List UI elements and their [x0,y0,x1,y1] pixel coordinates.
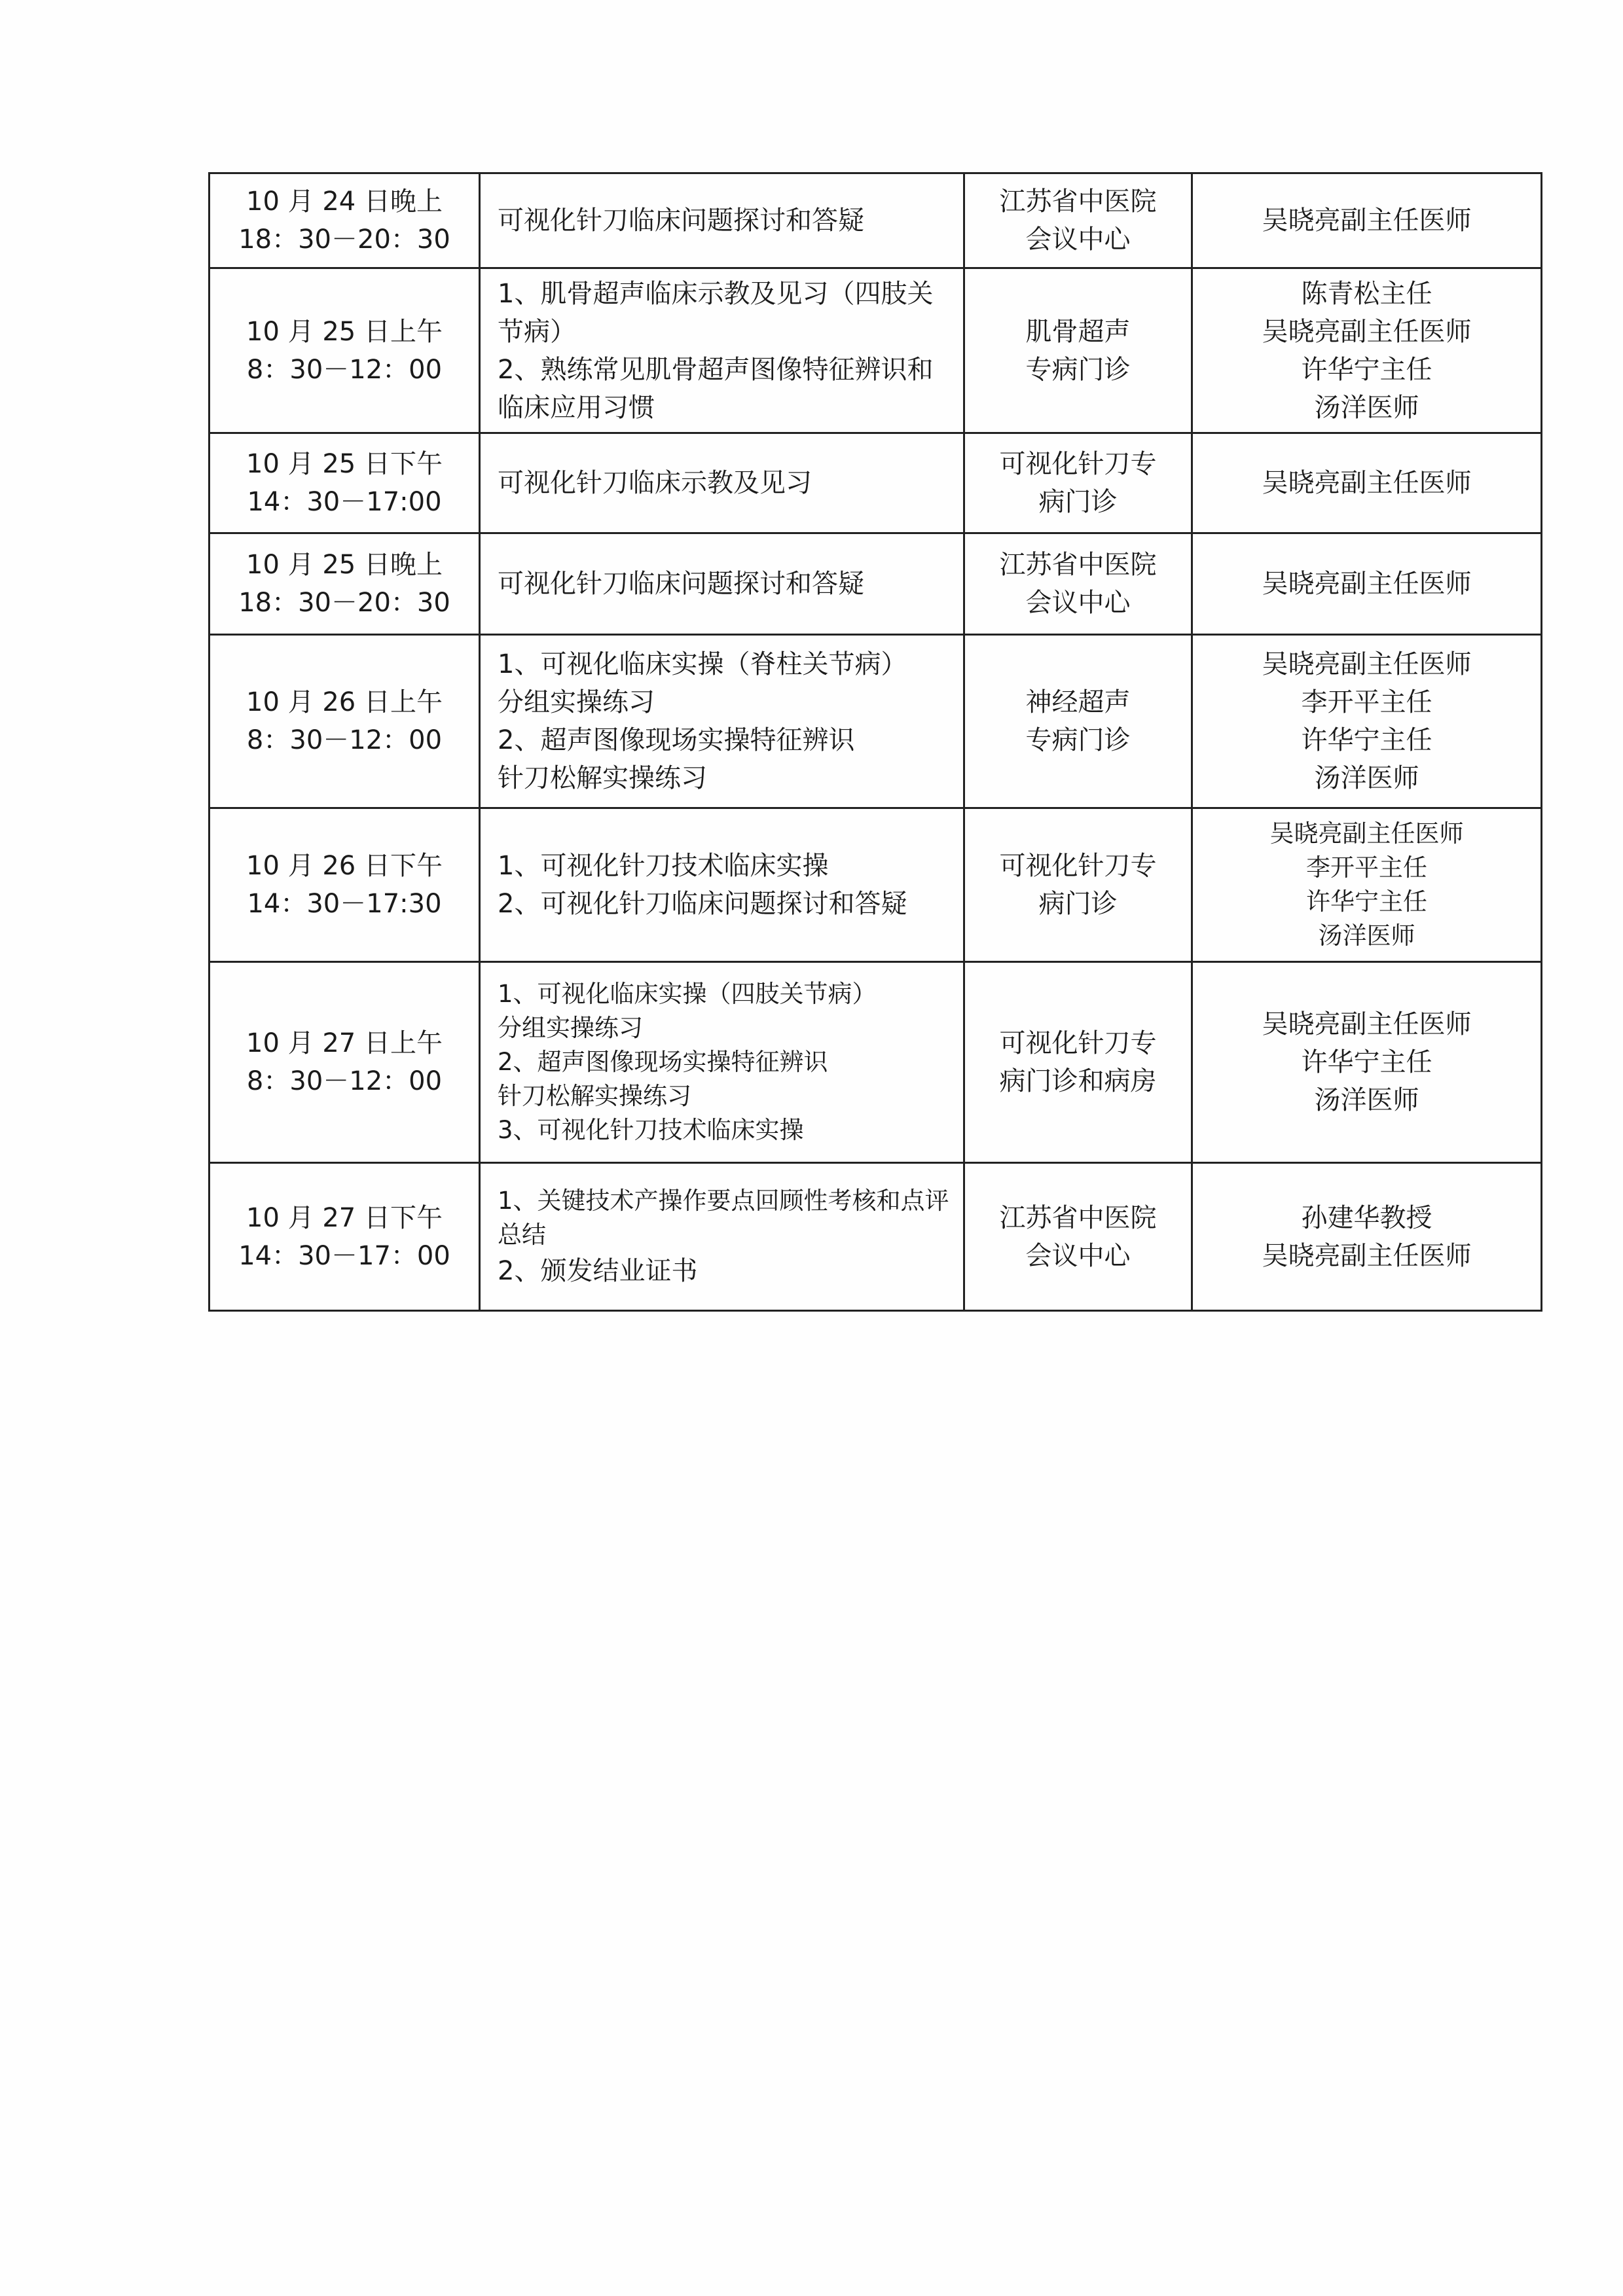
content-cell [480,635,964,808]
time-line: 14：30－17:30 [247,889,442,919]
time-line: 10 月 25 日上午 [246,316,443,347]
table-row [210,808,1542,962]
location-line: 可视化针刀专 [999,851,1157,881]
time-cell [210,962,480,1163]
time-line: 8：30－12：00 [246,1066,443,1096]
table-row [210,533,1542,635]
staff-line: 吴晓亮副主任医师 [1262,1009,1472,1039]
time-cell [210,268,480,433]
table-row [210,635,1542,808]
staff-cell [1192,635,1542,808]
table-row [210,433,1542,533]
location-line: 病门诊和病房 [999,1066,1157,1096]
content-line: 1、可视化临床实操（脊柱关节病） [498,649,907,679]
content-line: 2、熟练常见肌骨超声图像特征辨识和临床应用习惯 [498,354,934,423]
content-line: 2、超声图像现场实操特征辨识 [498,725,855,755]
location-cell [964,962,1192,1163]
staff-line: 吴晓亮副主任医师 [1262,649,1472,679]
staff-line: 许华宁主任 [1301,725,1432,755]
location-line: 会议中心 [1025,1240,1131,1271]
time-line: 8：30－12：00 [246,354,443,385]
content-line: 针刀松解实操练习 [498,763,707,793]
content-line: 3、可视化针刀技术临床实操 [498,1116,804,1144]
location-line: 肌骨超声 [1025,316,1131,347]
table-row [210,962,1542,1163]
content-line: 2、超声图像现场实操特征辨识 [498,1048,828,1076]
time-line: 8：30－12：00 [246,725,443,755]
location-cell [964,1163,1192,1311]
location-cell [964,808,1192,962]
time-cell [210,635,480,808]
location-line: 会议中心 [1025,588,1131,618]
time-line: 10 月 27 日下午 [246,1202,443,1233]
staff-line: 吴晓亮副主任医师 [1262,316,1472,347]
content-cell [480,533,964,635]
location-line: 神经超声 [1025,687,1131,717]
staff-line: 许华宁主任 [1301,354,1432,385]
location-line: 江苏省中医院 [999,550,1157,580]
location-cell [964,268,1192,433]
staff-cell [1192,173,1542,268]
staff-line: 吴晓亮副主任医师 [1262,1240,1472,1271]
location-line: 专病门诊 [1025,354,1131,385]
staff-line: 许华宁主任 [1306,888,1427,916]
content-line: 可视化针刀临床问题探讨和答疑 [498,569,864,599]
time-cell [210,1163,480,1311]
content-line: 可视化针刀临床示教及见习 [498,468,812,498]
content-cell [480,433,964,533]
staff-line: 汤洋医师 [1318,922,1415,950]
time-cell [210,533,480,635]
location-cell [964,533,1192,635]
content-cell [480,173,964,268]
schedule-body [210,173,1542,1311]
staff-line: 孙建华教授 [1301,1202,1432,1233]
content-cell [480,268,964,433]
location-line: 江苏省中医院 [999,1202,1157,1233]
staff-cell [1192,962,1542,1163]
time-line: 18：30－20：30 [238,224,450,255]
content-line: 分组实操练习 [498,1014,643,1042]
staff-line: 李开平主任 [1306,853,1427,882]
content-line: 1、关键技术产操作要点回顾性考核和点评总结 [498,1186,949,1249]
time-line: 18：30－20：30 [238,588,450,618]
location-line: 病门诊 [1038,889,1118,919]
time-cell [210,808,480,962]
staff-line: 吴晓亮副主任医师 [1269,819,1464,848]
location-line: 江苏省中医院 [999,187,1157,217]
location-line: 会议中心 [1025,224,1131,255]
content-line: 可视化针刀临床问题探讨和答疑 [498,206,864,236]
staff-cell [1192,268,1542,433]
staff-line: 汤洋医师 [1314,763,1419,793]
location-line: 可视化针刀专 [999,449,1157,479]
staff-line: 吴晓亮副主任医师 [1262,569,1472,599]
staff-line: 汤洋医师 [1314,392,1419,423]
staff-cell [1192,433,1542,533]
staff-line: 吴晓亮副主任医师 [1262,468,1472,498]
staff-line: 陈青松主任 [1301,278,1432,309]
location-cell [964,433,1192,533]
time-line: 14：30－17:00 [247,487,442,517]
table-row [210,173,1542,268]
time-line: 14：30－17：00 [238,1240,450,1271]
staff-line: 李开平主任 [1301,687,1432,717]
location-line: 专病门诊 [1025,725,1131,755]
time-line: 10 月 24 日晚上 [246,187,443,217]
time-line: 10 月 26 日下午 [246,851,443,881]
content-line: 针刀松解实操练习 [498,1082,691,1110]
time-line: 10 月 27 日上午 [246,1028,443,1058]
content-line: 2、可视化针刀临床问题探讨和答疑 [498,889,907,919]
location-cell [964,173,1192,268]
content-line: 2、颁发结业证书 [498,1255,698,1286]
staff-line: 许华宁主任 [1301,1047,1432,1077]
content-cell [480,962,964,1163]
location-cell [964,635,1192,808]
content-cell [480,1163,964,1311]
time-cell [210,173,480,268]
table-row [210,1163,1542,1311]
content-line: 1、可视化针刀技术临床实操 [498,851,829,881]
content-line: 分组实操练习 [498,687,655,717]
schedule-table [208,172,1542,1312]
time-line: 10 月 25 日晚上 [246,550,443,580]
time-cell [210,433,480,533]
content-cell [480,808,964,962]
staff-cell [1192,533,1542,635]
staff-cell [1192,1163,1542,1311]
staff-cell [1192,808,1542,962]
time-line: 10 月 26 日上午 [246,687,443,717]
location-line: 病门诊 [1038,487,1118,517]
staff-line: 吴晓亮副主任医师 [1262,206,1472,236]
staff-line: 汤洋医师 [1314,1085,1419,1115]
content-line: 1、肌骨超声临床示教及见习（四肢关节病） [498,278,934,347]
location-line: 可视化针刀专 [999,1028,1157,1058]
time-line: 10 月 25 日下午 [246,449,443,479]
content-line: 1、可视化临床实操（四肢关节病） [498,980,877,1008]
table-row [210,268,1542,433]
